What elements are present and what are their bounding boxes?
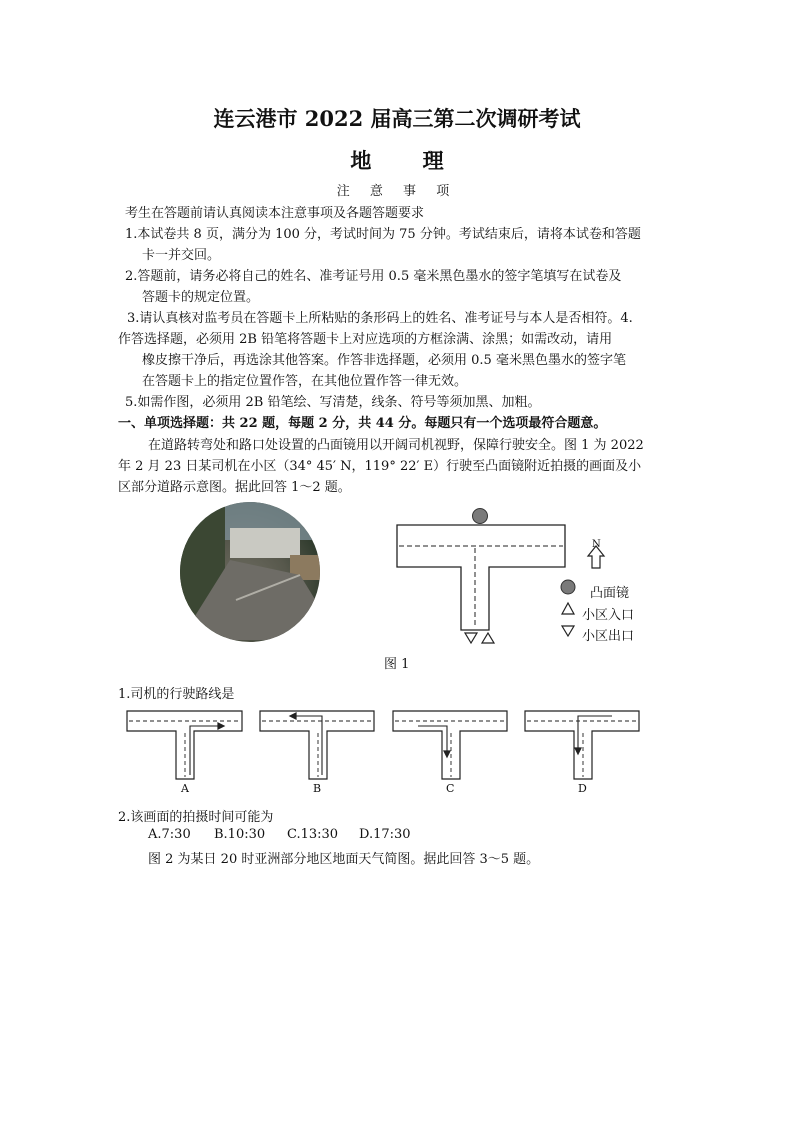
option-a-diagram (127, 711, 242, 779)
north-label: N (592, 539, 601, 550)
t-road-map (397, 525, 565, 630)
notice-1b: 卡一并交回。 (142, 248, 221, 263)
q2-option-b: B.10:30 (214, 827, 266, 842)
legend-exit-symbol (562, 626, 574, 636)
legend-entrance-label: 小区入口 (582, 608, 635, 623)
option-c-diagram (393, 711, 507, 779)
intro-line-1: 在道路转弯处和路口处设置的凸面镜用以开阔司机视野，保障行驶安全。图 1 为 2022 (148, 438, 644, 453)
notice-2b: 答题卡的规定位置。 (142, 290, 260, 305)
subject-title: 地 理 (350, 148, 466, 173)
notice-3c: 橡皮擦干净后，再选涂其他答案。作答非选择题，必须用 0.5 毫米黑色墨水的签字笔 (142, 353, 626, 368)
option-b-diagram (260, 711, 374, 779)
next-question-intro: 图 2 为某日 20 时亚洲部分地区地面天气简图。据此回答 3～5 题。 (148, 852, 540, 867)
intro-line-3: 区部分道路示意图。据此回答 1～2 题。 (118, 480, 351, 495)
notice-1a: 1.本试卷共 8 页，满分为 100 分，考试时间为 75 分钟。考试结束后，请将本试卷和答题 (125, 227, 641, 242)
mirror-marker (473, 509, 488, 524)
legend-entrance-symbol (562, 603, 574, 614)
section-heading: 一、单项选择题：共 22 题，每题 2 分，共 44 分。每题只有一个选项最符合题意。 (118, 416, 607, 431)
notice-5: 5.如需作图，必须用 2B 铅笔绘、写清楚，线条、符号等须加黑、加粗。 (125, 395, 541, 410)
legend-mirror-symbol (561, 580, 575, 594)
option-d-label: D (578, 782, 587, 795)
notice-heading: 注 意 事 项 (336, 184, 458, 199)
legend-mirror-label: 凸面镜 (590, 586, 630, 601)
notice-2a: 2.答题前，请务必将自己的姓名、准考证号用 0.5 毫米黑色墨水的签字笔填写在试卷及 (125, 269, 622, 284)
option-a-label: A (181, 782, 189, 795)
legend-exit-label: 小区出口 (582, 629, 635, 644)
option-c-label: C (446, 782, 455, 795)
notice-3d: 在答题卡上的指定位置作答，在其他位置作答一律无效。 (142, 374, 468, 389)
q2-option-d: D.17:30 (359, 827, 411, 842)
notice-3b: 作答选择题，必须用 2B 铅笔将答题卡上对应选项的方框涂满、涂黑；如需改动，请用 (118, 332, 613, 347)
entrance-marker (482, 633, 494, 643)
intro-line-2: 年 2 月 23 日某司机在小区（34° 45′ N，119° 22′ E）行驶至凸面镜附近拍摄的画面及小 (118, 459, 642, 474)
mirror-photo (170, 500, 340, 642)
q2-option-c: C.13:30 (287, 827, 339, 842)
notice-3a: 3.请认真核对监考员在答题卡上所粘贴的条形码上的姓名、准考证号与本人是否相符。4. (127, 311, 633, 326)
option-b-label: B (313, 782, 322, 795)
q1-stem: 1.司机的行驶路线是 (118, 687, 235, 702)
exam-title: 连云港市 2022 届高三第二次调研考试 (213, 106, 581, 131)
option-diagrams (127, 711, 639, 779)
exit-marker (465, 633, 477, 643)
figure-1-caption: 图 1 (384, 657, 410, 672)
notice-intro: 考生在答题前请认真阅读本注意事项及各题答题要求 (125, 206, 425, 221)
q2-stem: 2.该画面的拍摄时间可能为 (118, 810, 274, 825)
q2-option-a: A.7:30 (148, 827, 191, 842)
option-d-diagram (525, 711, 639, 779)
